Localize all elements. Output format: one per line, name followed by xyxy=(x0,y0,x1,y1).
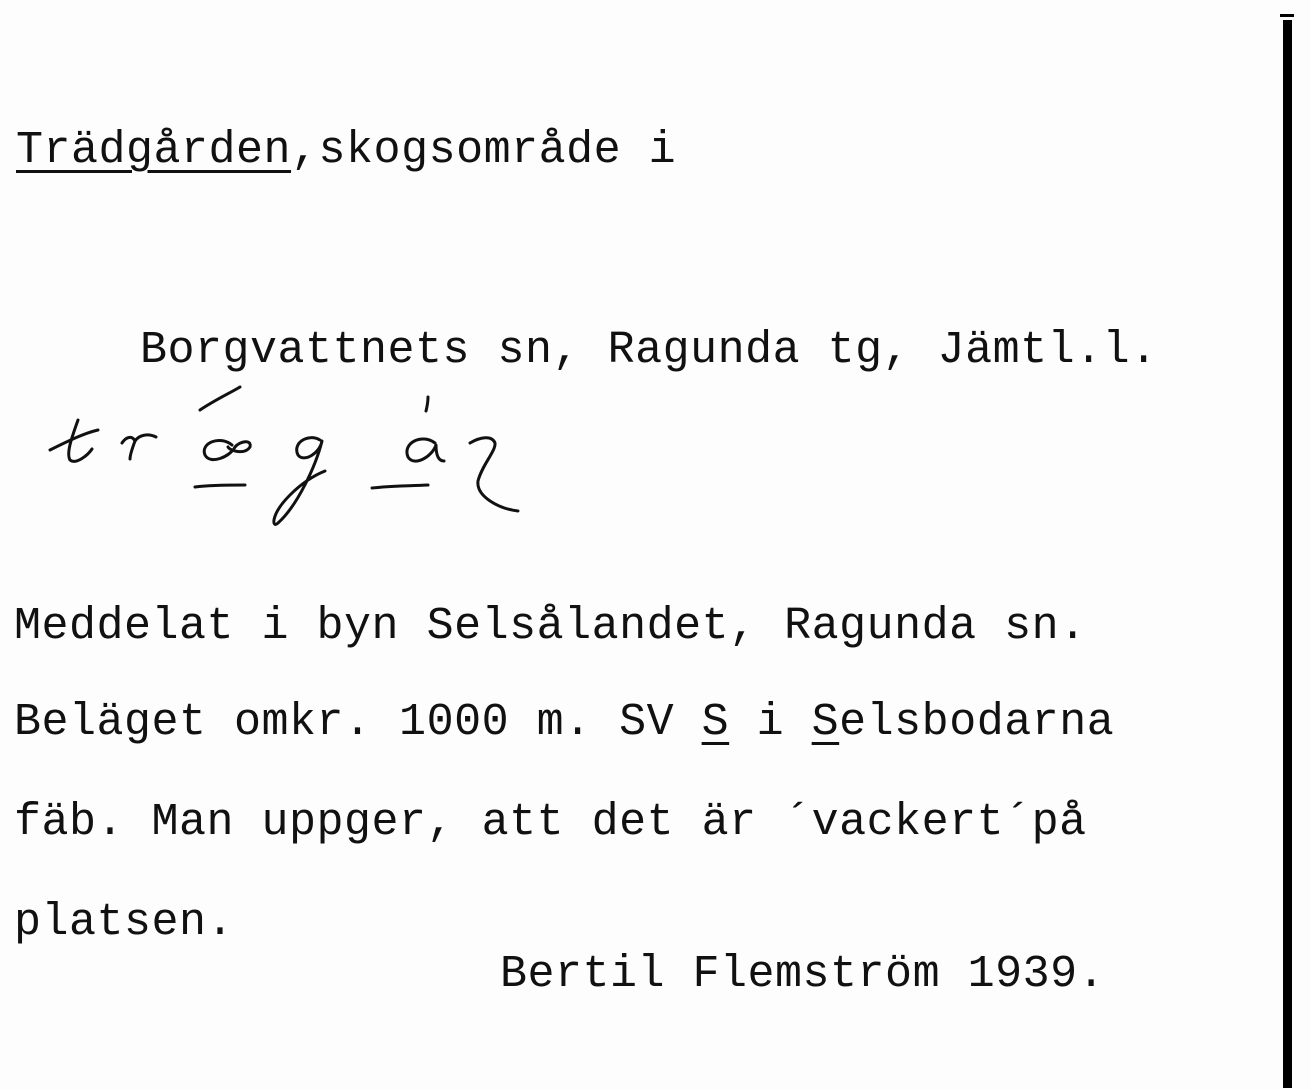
card-corner-mark xyxy=(1280,14,1294,17)
stroke-ring xyxy=(426,397,428,411)
body-line-2 xyxy=(14,697,1115,748)
body-line-2-mid: i xyxy=(729,697,812,748)
stroke-a-underline xyxy=(372,485,428,488)
stroke-g xyxy=(274,438,325,525)
parish-line: Borgvattnets sn, Ragunda tg, Jämtl.l. xyxy=(140,325,1158,376)
body-line-1: Meddelat i byn Selsålandet, Ragunda sn. xyxy=(14,601,1087,652)
card-right-edge xyxy=(1283,20,1292,1088)
stroke-n xyxy=(470,438,518,511)
body-line-2-s1: S xyxy=(701,697,730,748)
body-line-4: platsen. xyxy=(14,897,235,948)
stroke-r-stem xyxy=(130,441,135,459)
stroke-a xyxy=(407,439,444,461)
place-name: Trädgården xyxy=(16,125,292,176)
stroke-t xyxy=(69,420,92,461)
body-line-2-end: elsbodarna xyxy=(839,697,1115,748)
stroke-accent xyxy=(200,387,240,410)
stroke-r xyxy=(122,435,156,443)
stroke-ae xyxy=(204,440,250,459)
body-line-3: fäb. Man uppger, att det är ´vackert´på xyxy=(14,797,1087,848)
stroke-ae-underline xyxy=(195,485,245,487)
handwriting-drawing xyxy=(40,385,540,535)
body-line-2-s2: S xyxy=(811,697,840,748)
body-line-2-start: Beläget omkr. 1000 m. SV xyxy=(14,697,702,748)
heading-line xyxy=(16,125,677,176)
place-type: ,skogsområde i xyxy=(291,125,677,176)
handwritten-transcription xyxy=(40,385,540,535)
signature: Bertil Flemström 1939. xyxy=(500,949,1106,1000)
